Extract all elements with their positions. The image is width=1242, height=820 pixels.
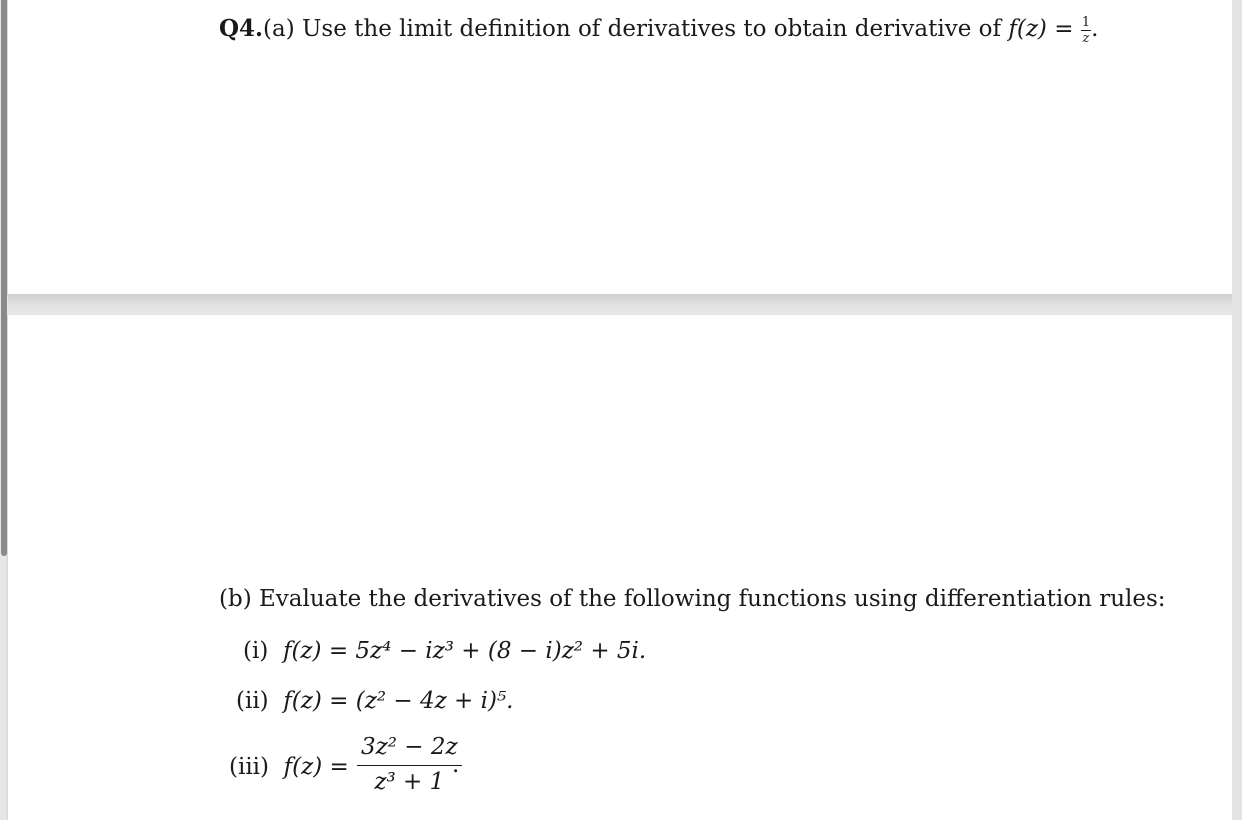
item-iii-lhs: f(z) = xyxy=(283,754,349,780)
item-ii-expression: f(z) = (z² − 4z + i)⁵. xyxy=(283,688,514,714)
item-iii-denominator: z³ + 1 xyxy=(374,769,445,795)
part-a-label: (a) xyxy=(263,16,295,42)
item-iii-fraction xyxy=(357,736,462,794)
item-i-expression: f(z) = 5z⁴ − iz³ + (8 − i)z² + 5i. xyxy=(282,638,647,664)
part-b-item-iii xyxy=(229,756,349,779)
page-2 xyxy=(8,315,1232,820)
part-a-function: f(z) = xyxy=(1008,16,1074,42)
item-ii-label: (ii) xyxy=(236,688,269,714)
item-iii-numerator: 3z² − 2z xyxy=(357,736,462,766)
part-a-fraction-denominator: z xyxy=(1082,31,1090,46)
part-a-period: . xyxy=(1091,16,1099,42)
item-iii-period: . xyxy=(452,752,460,778)
item-i-label: (i) xyxy=(243,638,269,664)
scrollbar-thumb[interactable] xyxy=(1,0,7,556)
page-separator xyxy=(8,294,1242,315)
part-b-item-ii xyxy=(236,690,513,713)
scrollbar-track[interactable] xyxy=(0,0,8,820)
question-4-part-a xyxy=(219,16,1098,45)
question-number: Q4. xyxy=(219,15,264,42)
item-iii-label: (iii) xyxy=(229,754,270,780)
part-b-item-i xyxy=(243,640,646,663)
viewer-right-edge xyxy=(1232,0,1242,820)
part-a-fraction xyxy=(1081,16,1091,45)
part-a-fraction-numerator: 1 xyxy=(1081,15,1091,30)
part-a-text: Use the limit definition of derivatives to obtain derivative of xyxy=(302,16,1002,42)
part-b-heading: (b) Evaluate the derivatives of the following functions using differentiation rules: xyxy=(219,586,1166,612)
